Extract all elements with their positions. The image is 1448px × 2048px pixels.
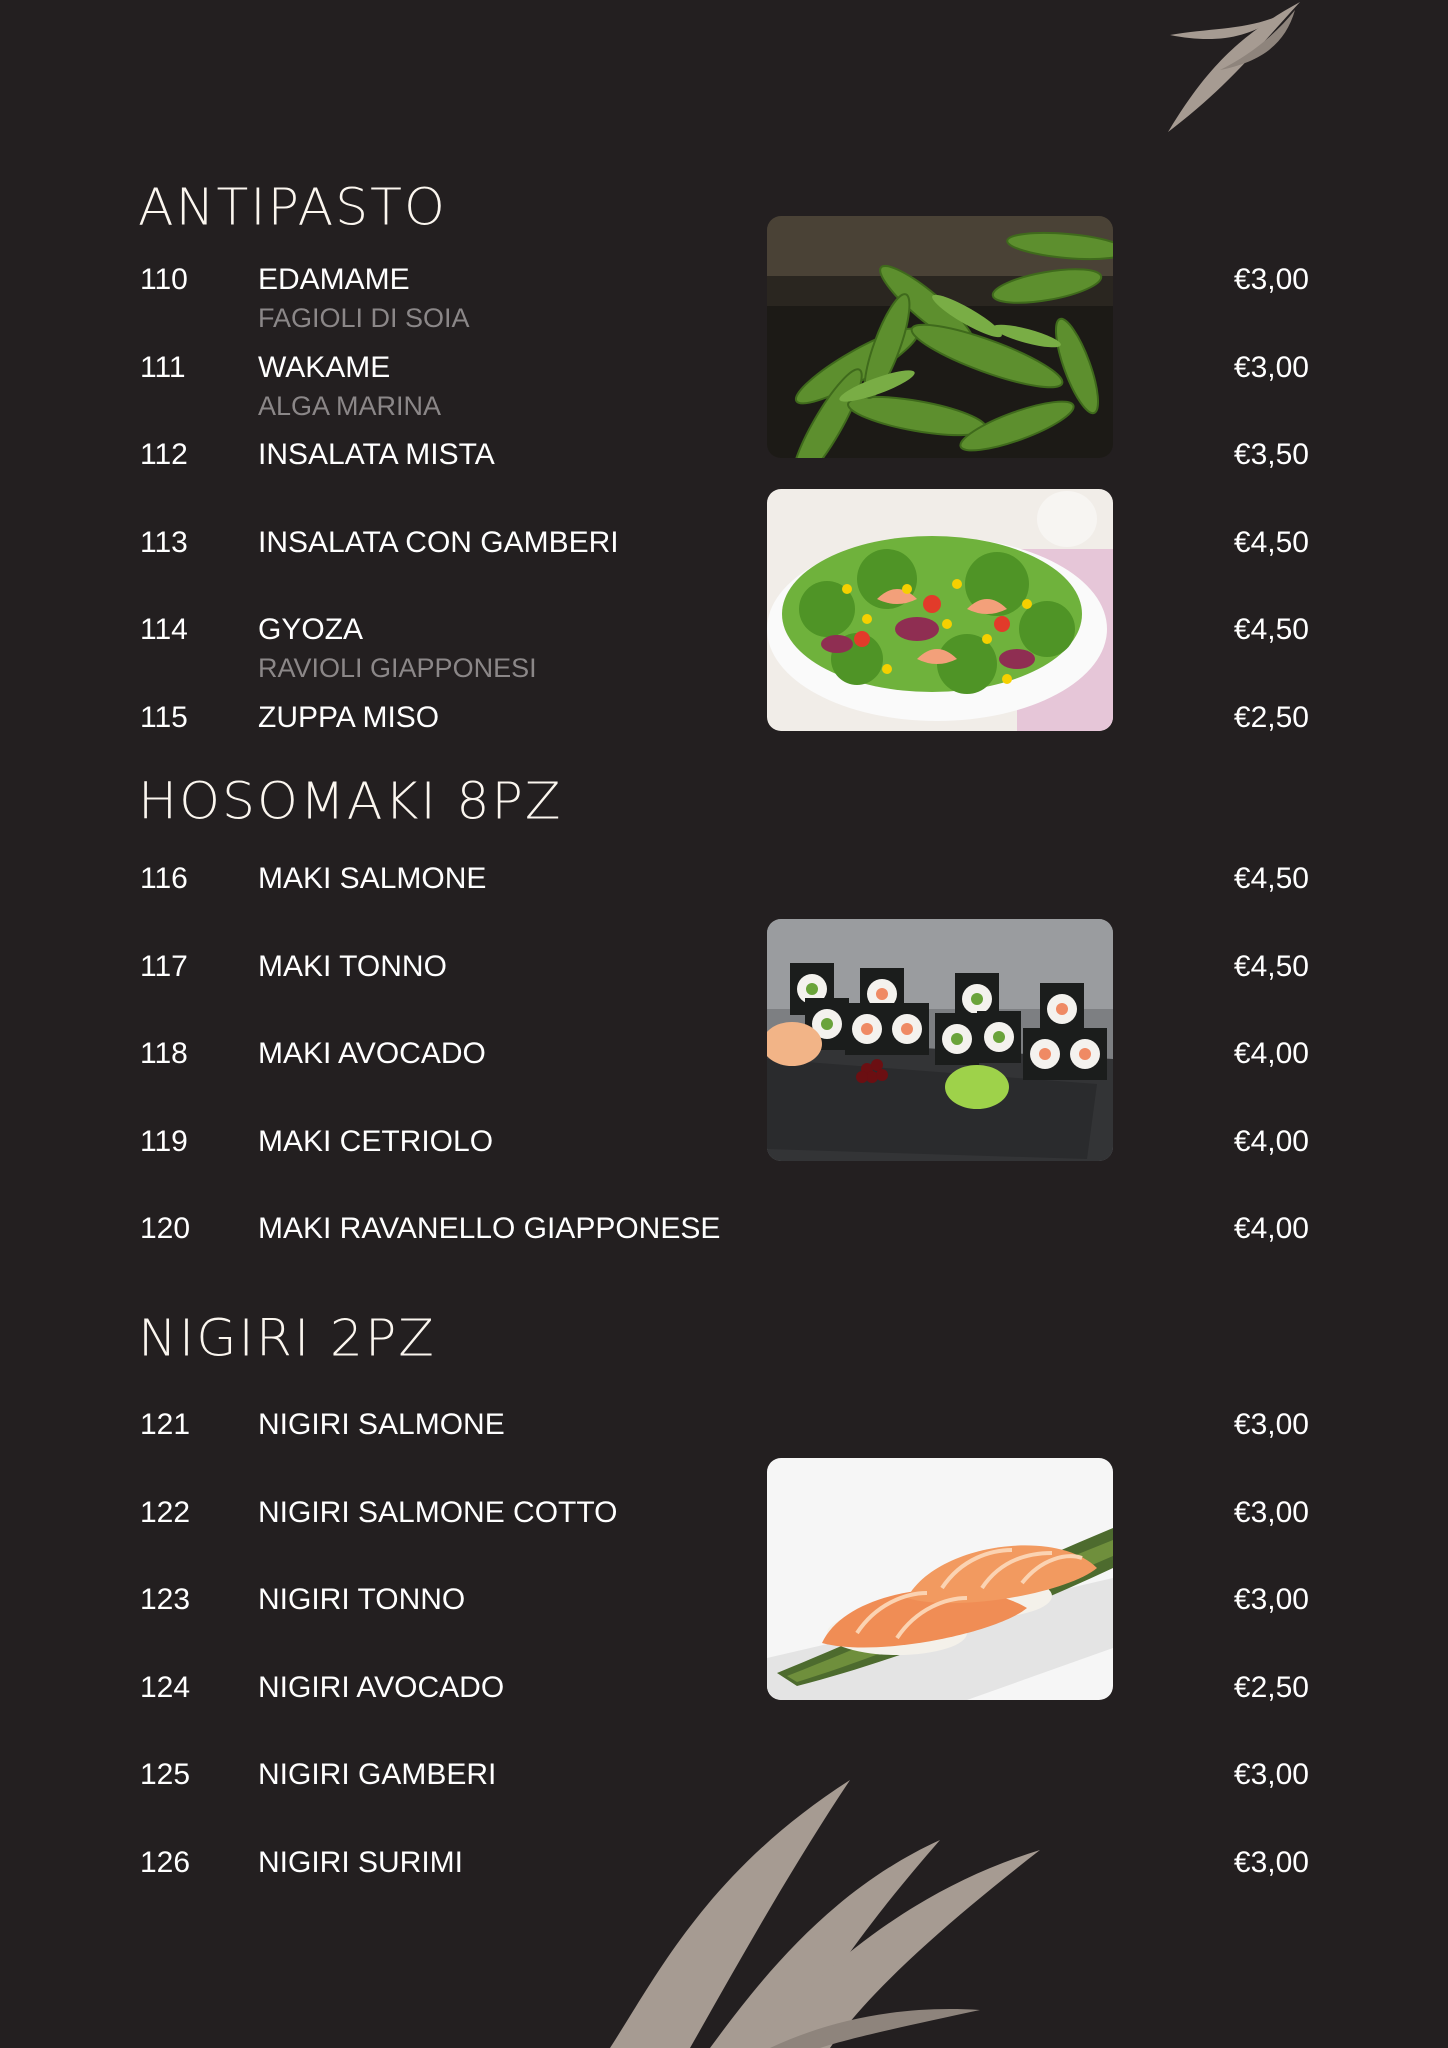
item-name: NIGIRI SALMONE COTTO [258, 1496, 618, 1529]
menu-item [0, 1498, 1448, 1558]
item-number: 116 [140, 862, 188, 895]
item-price: €3,00 [1233, 1846, 1309, 1879]
item-description: FAGIOLI DI SOIA [258, 303, 470, 333]
edamame-photo [767, 216, 1113, 458]
item-description: RAVIOLI GIAPPONESI [258, 653, 537, 683]
item-price: €3,00 [1233, 351, 1309, 384]
item-price: €4,00 [1233, 1125, 1309, 1158]
item-name: ZUPPA MISO [258, 701, 440, 734]
hosomaki-photo [767, 919, 1113, 1161]
item-number: 111 [140, 351, 186, 384]
menu-item [0, 1585, 1448, 1645]
bamboo-leaves-icon [600, 1780, 1050, 2048]
item-price: €3,00 [1233, 263, 1309, 296]
item-number: 115 [140, 701, 188, 734]
menu-item [0, 1410, 1448, 1470]
menu-item [0, 1127, 1448, 1187]
item-number: 125 [140, 1758, 191, 1791]
item-number: 123 [140, 1583, 191, 1616]
section-title-antipasto: ANTIPASTO [138, 178, 447, 238]
item-price: €2,50 [1233, 701, 1309, 734]
menu-item [0, 528, 1448, 588]
menu-item [0, 1214, 1448, 1274]
item-price: €4,50 [1233, 613, 1309, 646]
item-name: MAKI AVOCADO [258, 1037, 486, 1070]
item-price: €3,00 [1233, 1408, 1309, 1441]
section-title-nigiri: NIGIRI 2PZ [138, 1309, 436, 1369]
item-price: €3,00 [1233, 1496, 1309, 1529]
item-price: €3,00 [1233, 1583, 1309, 1616]
item-number: 113 [140, 526, 188, 559]
menu-item [0, 864, 1448, 924]
menu-item [0, 952, 1448, 1012]
item-number: 120 [140, 1212, 191, 1245]
item-name: INSALATA MISTA [258, 438, 495, 471]
item-price: €4,00 [1233, 1037, 1309, 1070]
item-name: EDAMAME [258, 263, 410, 296]
item-number: 126 [140, 1846, 191, 1879]
item-number: 119 [140, 1125, 188, 1158]
item-name: NIGIRI SALMONE [258, 1408, 505, 1441]
item-name: NIGIRI TONNO [258, 1583, 466, 1616]
item-price: €3,50 [1233, 438, 1309, 471]
menu-item [0, 703, 1448, 763]
item-name: GYOZA [258, 613, 364, 646]
item-price: €4,50 [1233, 950, 1309, 983]
item-number: 122 [140, 1496, 191, 1529]
menu-item [0, 1673, 1448, 1733]
item-price: €4,00 [1233, 1212, 1309, 1245]
bamboo-leaf-icon [1160, 0, 1310, 140]
menu-item [0, 1848, 1448, 1908]
menu-item [0, 440, 1448, 500]
item-name: NIGIRI AVOCADO [258, 1671, 505, 1704]
item-number: 110 [140, 263, 188, 296]
item-number: 118 [140, 1037, 188, 1070]
item-number: 124 [140, 1671, 191, 1704]
item-name: MAKI TONNO [258, 950, 447, 983]
item-name: NIGIRI GAMBERI [258, 1758, 497, 1791]
item-name: WAKAME [258, 351, 391, 384]
menu-item [0, 351, 1448, 421]
menu-item [0, 263, 1448, 333]
item-name: MAKI SALMONE [258, 862, 487, 895]
item-price: €4,50 [1233, 862, 1309, 895]
item-number: 121 [140, 1408, 191, 1441]
shrimp-salad-photo [767, 489, 1113, 731]
menu-item [0, 1039, 1448, 1099]
item-name: INSALATA CON GAMBERI [258, 526, 619, 559]
item-name: NIGIRI SURIMI [258, 1846, 464, 1879]
menu-item [0, 1760, 1448, 1820]
menu-item [0, 613, 1448, 683]
item-price: €2,50 [1233, 1671, 1309, 1704]
item-price: €3,00 [1233, 1758, 1309, 1791]
item-name: MAKI RAVANELLO GIAPPONESE [258, 1212, 721, 1245]
salmon-nigiri-photo [767, 1458, 1113, 1700]
item-number: 112 [140, 438, 188, 471]
section-title-hosomaki: HOSOMAKI 8PZ [138, 772, 563, 832]
item-number: 117 [140, 950, 188, 983]
item-description: ALGA MARINA [258, 391, 442, 421]
item-price: €4,50 [1233, 526, 1309, 559]
item-name: MAKI CETRIOLO [258, 1125, 494, 1158]
item-number: 114 [140, 613, 188, 646]
